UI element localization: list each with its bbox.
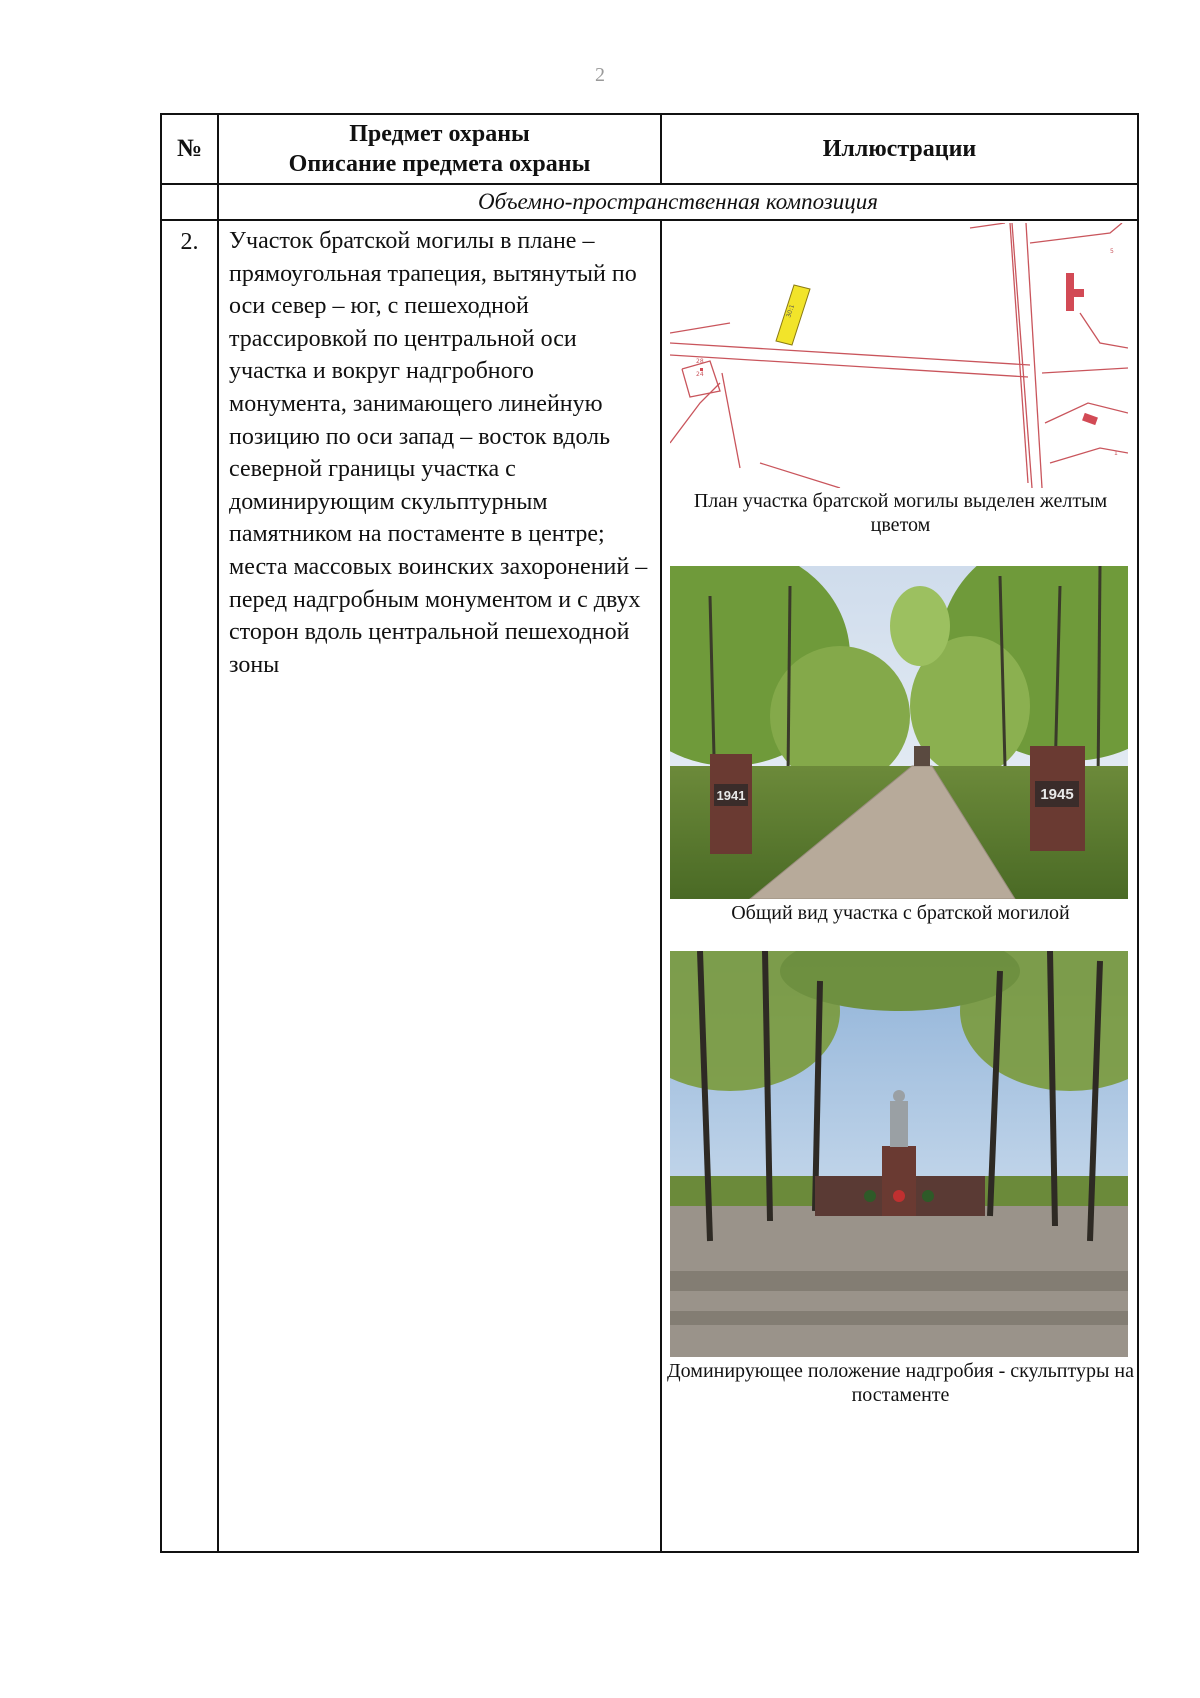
section-title: Объемно-пространственная композиция: [218, 184, 1138, 220]
table-header-row: [161, 114, 1138, 184]
header-subject: [218, 114, 661, 184]
header-subject-line1: Предмет охраны: [349, 121, 530, 147]
table-row: [161, 220, 1138, 1552]
plan-label-lot-c: 5: [1110, 248, 1114, 255]
general-view-caption: Общий вид участка с братской могилой: [731, 902, 1070, 924]
stele-right-year: 1945: [1040, 786, 1074, 803]
section-empty-cell: [161, 184, 218, 220]
header-number: №: [161, 114, 218, 184]
monument-photo: [670, 951, 1128, 1357]
site-plan-figure: [670, 223, 1128, 488]
plan-label-lot-d: 1: [1114, 450, 1118, 457]
monument-caption: Доминирующее положение надгробия - скульптуры на постаменте: [667, 1360, 1134, 1406]
section-row: [161, 184, 1138, 220]
plan-label-lot-a: 28: [696, 358, 704, 365]
illustrations-cell: [661, 220, 1138, 1552]
stele-left-year: 1941: [716, 788, 746, 803]
site-plan-drawing: [670, 223, 1128, 488]
header-subject-line2: Описание предмета охраны: [288, 151, 591, 177]
row-description: Участок братской могилы в плане – прямоугольная трапеция, вытянутый по оси север – юг, с пешеходной трассировкой по центральной оси участка и вокруг надгробного монумента, занимающего линейную позицию по оси запад – восток вдоль северной границы участка с доминирующим скульптурным памятником на постаменте в центре; места массовых воинских захоронений – перед надгробным монументом и с двух сторон вдоль центральной пешеходной зоны: [218, 220, 661, 1552]
plan-caption: План участка братской могилы выделен желтым цветом: [693, 490, 1108, 536]
general-view-photo: [670, 566, 1128, 899]
protection-table: [160, 113, 1139, 1553]
monument-image: [670, 951, 1128, 1357]
general-view-image: [670, 566, 1128, 899]
header-illustrations: Иллюстрации: [661, 114, 1138, 184]
page-number: 2: [595, 64, 605, 86]
row-number: 2.: [161, 220, 218, 1552]
plan-label-lot-b: 24: [696, 371, 704, 378]
plan-label-parcel: 30:1: [785, 303, 797, 319]
